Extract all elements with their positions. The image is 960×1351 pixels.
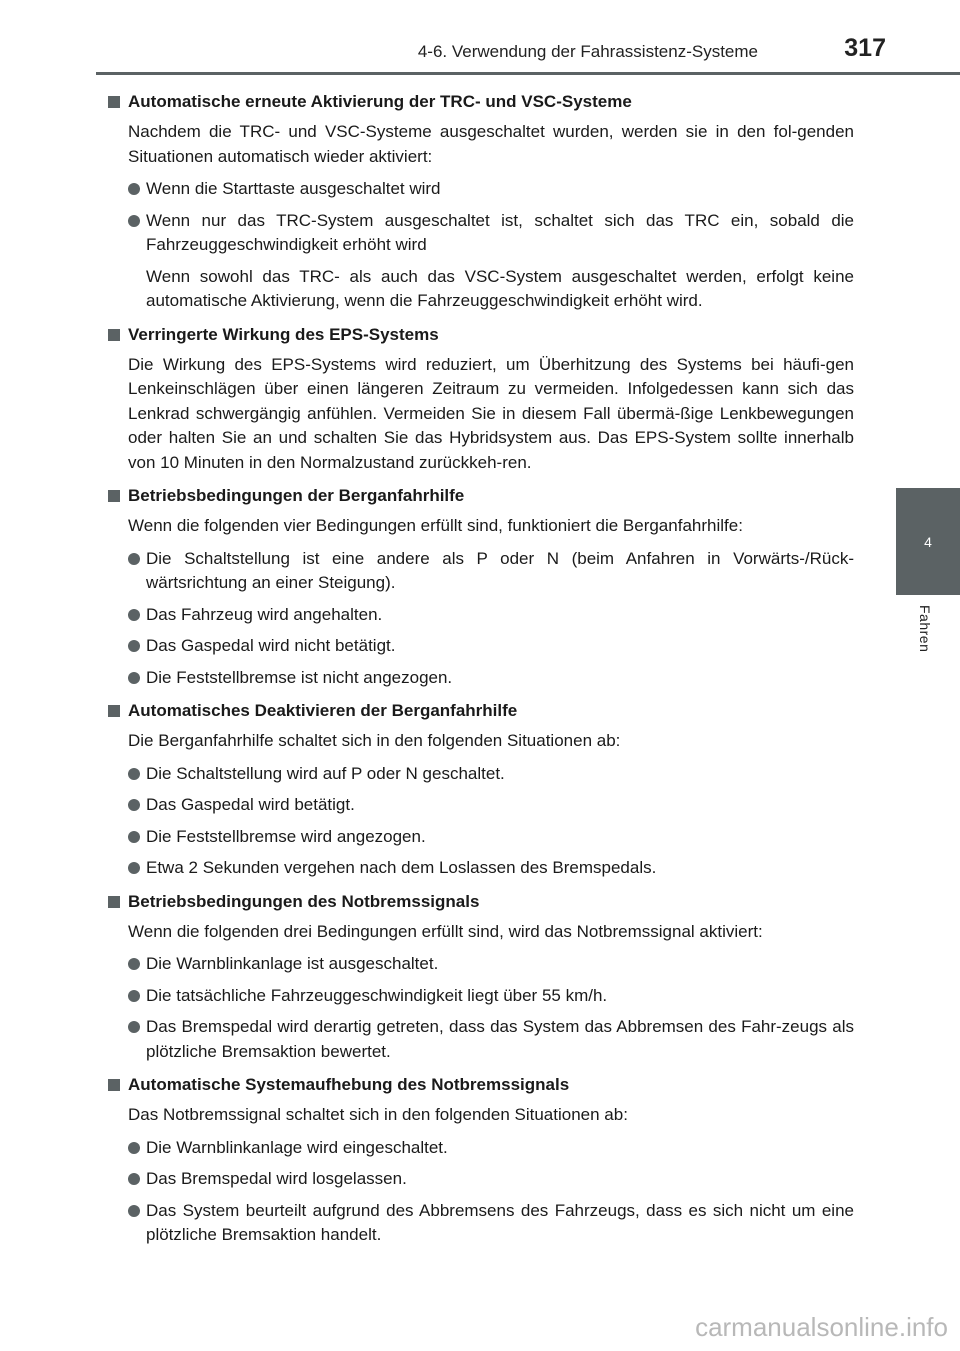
- section-intro: Die Berganfahrhilfe schaltet sich in den folgenden Situationen ab:: [128, 731, 621, 750]
- list-item-text: Wenn nur das TRC-System ausgeschaltet ist, schaltet sich das TRC ein, sobald die Fahrzeuggeschwindigkeit erhöht wird: [146, 210, 854, 254]
- list-item-text: Das Bremspedal wird losgelassen.: [146, 1169, 407, 1188]
- list-item: [128, 793, 854, 818]
- list-item-text: Die Warnblinkanlage ist ausgeschaltet.: [146, 954, 439, 973]
- dot-icon: [128, 1021, 140, 1033]
- chapter-tab-label: Fahren: [917, 605, 933, 653]
- header-divider: [96, 72, 960, 75]
- square-icon: [108, 896, 120, 908]
- chapter-tab-number: 4: [924, 534, 932, 550]
- dot-icon: [128, 609, 140, 621]
- list-item-text: Die Schaltstellung wird auf P oder N geschaltet.: [146, 763, 505, 783]
- list-item-text: Die Schaltstellung ist eine andere als P oder N (beim Anfahren in Vorwärts-/Rück-wärtsrichtung an einer Steigung).: [146, 548, 854, 592]
- square-icon: [108, 1079, 120, 1091]
- square-icon: [108, 490, 120, 502]
- list-item-text: Die Warnblinkanlage wird eingeschaltet.: [146, 1137, 448, 1157]
- list-item: [128, 209, 854, 258]
- section-note: Wenn sowohl das TRC- als auch das VSC-System ausgeschaltet werden, erfolgt keine automatische Aktivierung, wenn die Fahrzeuggeschwindigkeit erhöht wird.: [146, 266, 854, 310]
- section-hill-start-conditions: [108, 484, 854, 690]
- section-heading: [108, 323, 854, 347]
- dot-icon: [128, 183, 140, 195]
- dot-icon: [128, 768, 140, 780]
- section-intro: Nachdem die TRC- und VSC-Systeme ausgeschaltet wurden, werden sie in den fol-genden Situationen automatisch wieder aktiviert:: [128, 122, 854, 166]
- section-heading: [108, 90, 854, 114]
- page-number: 317: [844, 34, 886, 62]
- list-item: [128, 547, 854, 596]
- section-heading-text: Automatisches Deaktivieren der Berganfahrhilfe: [128, 701, 518, 720]
- list-item: [128, 1136, 854, 1161]
- section-trc-vsc-reactivation: [108, 90, 854, 314]
- section-heading-text: Betriebsbedingungen der Berganfahrhilfe: [128, 486, 465, 505]
- section-heading-text: Automatische Systemaufhebung des Notbremssignals: [128, 1075, 570, 1094]
- section-eps-reduced: [108, 323, 854, 476]
- page-content: [108, 90, 854, 1257]
- section-heading: [108, 699, 854, 723]
- list-item-text: Das Gaspedal wird nicht betätigt.: [146, 636, 396, 655]
- section-emergency-brake-signal-conditions: [108, 890, 854, 1065]
- list-item-text: Das System beurteilt aufgrund des Abbremsens des Fahrzeugs, dass es sich nicht um eine plötzliche Bremsaktion handelt.: [146, 1200, 854, 1244]
- dot-icon: [128, 640, 140, 652]
- dot-icon: [128, 958, 140, 970]
- list-item: [128, 177, 854, 202]
- list-item: [128, 952, 854, 977]
- list-item-text: Das Gaspedal wird betätigt.: [146, 795, 355, 814]
- section-heading-text: Verringerte Wirkung des EPS-Systems: [128, 324, 439, 344]
- dot-icon: [128, 553, 140, 565]
- square-icon: [108, 705, 120, 717]
- list-item-text: Die Feststellbremse wird angezogen.: [146, 826, 426, 846]
- dot-icon: [128, 1142, 140, 1154]
- list-item: [128, 762, 854, 787]
- list-item-text: Das Bremspedal wird derartig getreten, dass das System das Abbremsen des Fahr-zeugs als plötzliche Bremsaktion bewertet.: [146, 1017, 854, 1061]
- list-item-text: Etwa 2 Sekunden vergehen nach dem Loslassen des Bremspedals.: [146, 858, 657, 877]
- page-header: [0, 0, 960, 80]
- section-intro: Wenn die folgenden vier Bedingungen erfüllt sind, funktioniert die Berganfahrhilfe:: [128, 516, 743, 535]
- list-item: [128, 984, 854, 1009]
- section-heading: [108, 1073, 854, 1097]
- chapter-tab: [896, 488, 960, 595]
- dot-icon: [128, 215, 140, 227]
- list-item-text: Die tatsächliche Fahrzeuggeschwindigkeit liegt über 55 km/h.: [146, 985, 608, 1005]
- list-item: [128, 603, 854, 628]
- square-icon: [108, 329, 120, 341]
- list-item: [128, 666, 854, 691]
- section-heading: [108, 484, 854, 508]
- chapter-title: 4-6. Verwendung der Fahrassistenz-Systeme: [417, 42, 758, 61]
- section-hill-start-deactivation: [108, 699, 854, 881]
- list-item-text: Das Fahrzeug wird angehalten.: [146, 604, 383, 624]
- list-item: [128, 1167, 854, 1192]
- list-item: [128, 856, 854, 881]
- section-heading: [108, 890, 854, 914]
- dot-icon: [128, 862, 140, 874]
- section-intro: Wenn die folgenden drei Bedingungen erfüllt sind, wird das Notbremssignal aktiviert:: [128, 921, 763, 941]
- section-emergency-brake-signal-cancel: [108, 1073, 854, 1248]
- list-item-text: Die Feststellbremse ist nicht angezogen.: [146, 667, 453, 687]
- square-icon: [108, 96, 120, 108]
- list-item: [128, 1199, 854, 1248]
- dot-icon: [128, 672, 140, 684]
- list-item: [128, 634, 854, 659]
- list-item: [128, 825, 854, 850]
- site-watermark: carmanualsonline.info: [695, 1312, 948, 1342]
- section-intro: Das Notbremssignal schaltet sich in den folgenden Situationen ab:: [128, 1105, 628, 1124]
- section-heading-text: Automatische erneute Aktivierung der TRC- und VSC-Systeme: [128, 92, 632, 111]
- dot-icon: [128, 1173, 140, 1185]
- dot-icon: [128, 799, 140, 811]
- dot-icon: [128, 1205, 140, 1217]
- section-heading-text: Betriebsbedingungen des Notbremssignals: [128, 891, 480, 911]
- dot-icon: [128, 831, 140, 843]
- list-item: [128, 1015, 854, 1064]
- dot-icon: [128, 990, 140, 1002]
- section-intro: Die Wirkung des EPS-Systems wird reduziert, um Überhitzung des Systems bei häufi-gen Lenkeinschlägen über einen längeren Zeitraum zu vermeiden. Infolgedessen kann sich das Lenkrad schwergängig anfühlen. Vermeiden Sie in diesem Fall übermä-ßige Lenkbewegungen oder halten Sie an und schalten Sie das Hybridsystem aus. Das EPS-System sollte innerhalb von 10 Minuten in den Normalzustand zurückkeh-ren.: [128, 354, 854, 472]
- list-item-text: Wenn die Starttaste ausgeschaltet wird: [146, 179, 441, 198]
